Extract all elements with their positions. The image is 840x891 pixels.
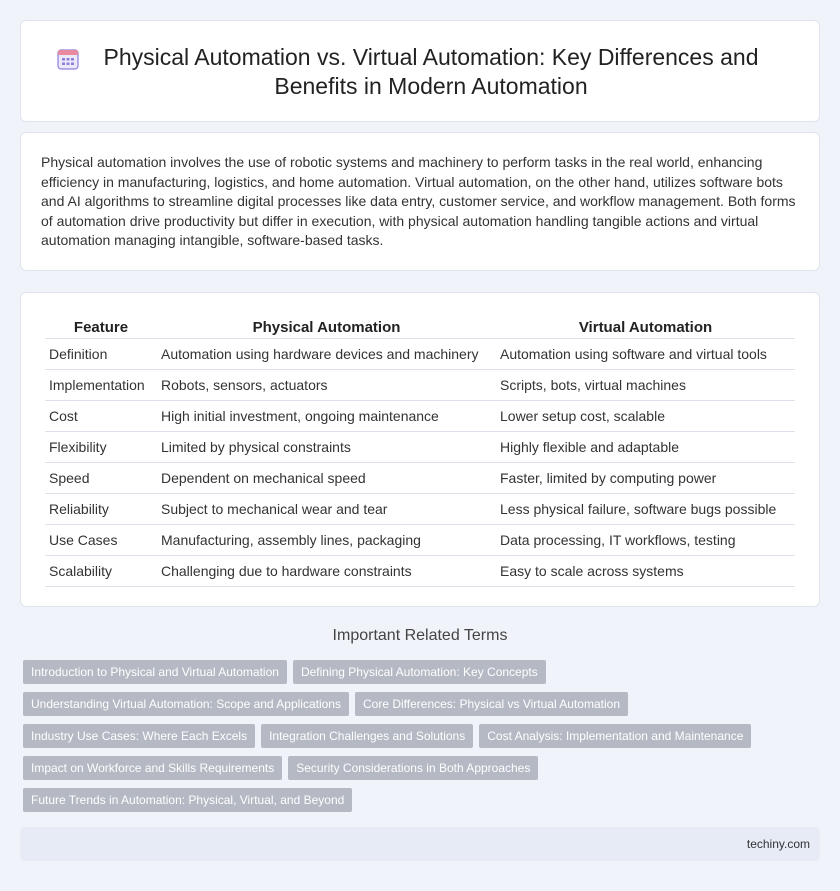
related-term-tag[interactable]: Future Trends in Automation: Physical, Virtual, and Beyond: [23, 788, 352, 812]
feature-cell: Implementation: [45, 369, 157, 400]
table-header-row: [45, 313, 795, 338]
feature-cell: Reliability: [45, 493, 157, 524]
table-row: [45, 338, 795, 369]
comparison-card: [20, 292, 820, 607]
physical-cell: High initial investment, ongoing maintenance: [157, 400, 496, 431]
feature-cell: Scalability: [45, 555, 157, 586]
table-row: [45, 524, 795, 555]
physical-cell: Automation using hardware devices and machinery: [157, 338, 496, 369]
table-row: [45, 555, 795, 586]
table-row: [45, 400, 795, 431]
related-term-tag[interactable]: Defining Physical Automation: Key Concepts: [293, 660, 546, 684]
physical-cell: Challenging due to hardware constraints: [157, 555, 496, 586]
virtual-cell: Automation using software and virtual tools: [496, 338, 795, 369]
intro-card: [20, 132, 820, 271]
virtual-cell: Lower setup cost, scalable: [496, 400, 795, 431]
feature-cell: Cost: [45, 400, 157, 431]
related-term-tag[interactable]: Industry Use Cases: Where Each Excels: [23, 724, 255, 748]
page-title: Physical Automation vs. Virtual Automation: Key Differences and Benefits in Modern Automation: [103, 44, 759, 99]
header-feature: Feature: [45, 313, 157, 338]
title-card: [20, 20, 820, 122]
table-row: [45, 431, 795, 462]
related-term-tag[interactable]: Impact on Workforce and Skills Requirements: [23, 756, 282, 780]
feature-cell: Flexibility: [45, 431, 157, 462]
related-term-tag[interactable]: Security Considerations in Both Approaches: [288, 756, 538, 780]
virtual-cell: Data processing, IT workflows, testing: [496, 524, 795, 555]
footer: [20, 827, 820, 861]
footer-brand: techiny.com: [746, 837, 810, 851]
intro-paragraph: Physical automation involves the use of robotic systems and machinery to perform tasks in the real world, enhancing efficiency in manufacturing, logistics, and home automation. Virtual automation, on the other hand, utilizes software bots and AI algorithms to streamline digital processes like data entry, customer service, and workflow management. Both forms of automation drive productivity but differ in execution, with physical automation handling tangible actions and virtual automation managing intangible, software-based tasks.: [41, 154, 796, 249]
related-term-tag[interactable]: Cost Analysis: Implementation and Maintenance: [479, 724, 751, 748]
table-row: [45, 369, 795, 400]
table-row: [45, 462, 795, 493]
physical-cell: Robots, sensors, actuators: [157, 369, 496, 400]
physical-cell: Manufacturing, assembly lines, packaging: [157, 524, 496, 555]
virtual-cell: Highly flexible and adaptable: [496, 431, 795, 462]
related-term-tag[interactable]: Introduction to Physical and Virtual Automation: [23, 660, 287, 684]
header-physical: Physical Automation: [157, 313, 496, 338]
feature-cell: Use Cases: [45, 524, 157, 555]
physical-cell: Limited by physical constraints: [157, 431, 496, 462]
feature-cell: Definition: [45, 338, 157, 369]
related-terms-heading: Important Related Terms: [332, 627, 508, 644]
related-term-tag[interactable]: Understanding Virtual Automation: Scope and Applications: [23, 692, 349, 716]
comparison-table: [45, 313, 795, 587]
related-terms-list: [23, 660, 803, 812]
virtual-cell: Easy to scale across systems: [496, 555, 795, 586]
related-term-tag[interactable]: Core Differences: Physical vs Virtual Automation: [355, 692, 628, 716]
related-term-tag[interactable]: Integration Challenges and Solutions: [261, 724, 473, 748]
virtual-cell: Scripts, bots, virtual machines: [496, 369, 795, 400]
header-virtual: Virtual Automation: [496, 313, 795, 338]
physical-cell: Dependent on mechanical speed: [157, 462, 496, 493]
virtual-cell: Faster, limited by computing power: [496, 462, 795, 493]
physical-cell: Subject to mechanical wear and tear: [157, 493, 496, 524]
virtual-cell: Less physical failure, software bugs possible: [496, 493, 795, 524]
table-row: [45, 493, 795, 524]
feature-cell: Speed: [45, 462, 157, 493]
